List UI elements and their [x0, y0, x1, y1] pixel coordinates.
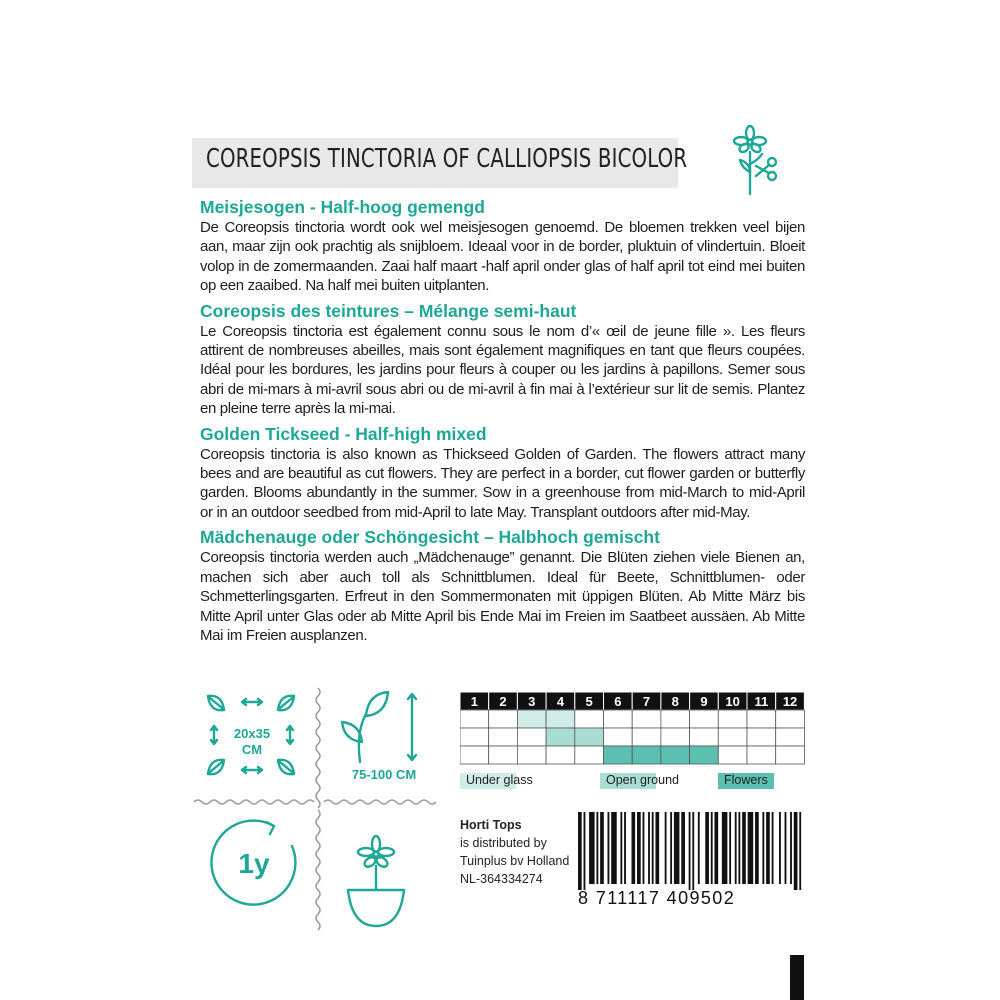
- section-dutch: [200, 196, 805, 296]
- calendar-month-label: 1: [470, 694, 478, 709]
- calendar-cell-filled: [546, 710, 575, 728]
- leaf-icon: [208, 696, 224, 710]
- barcode-bar: [742, 812, 746, 884]
- seedling-leaf-icon: [366, 692, 388, 716]
- barcode-bar: [714, 812, 718, 884]
- sowing-calendar: [460, 692, 805, 772]
- icon-grid: [190, 684, 445, 944]
- barcode-bar: [596, 812, 598, 884]
- distributor-line: NL-364334274: [460, 872, 543, 886]
- barcode-bar: [681, 812, 685, 884]
- divider-wavy-horizontal-right: [324, 800, 436, 804]
- lifecycle-label: 1y: [238, 848, 270, 879]
- calendar-cell-filled: [604, 746, 633, 764]
- calendar-cell: [718, 746, 747, 764]
- calendar-cell: [747, 710, 776, 728]
- calendar-cell-filled: [546, 728, 575, 746]
- barcode-bar: [655, 812, 659, 884]
- section-heading: Mädchenauge oder Schöngesicht – Halbhoch gemischt: [200, 527, 660, 548]
- calendar-cell: [690, 728, 719, 746]
- barcode-bar: [779, 812, 781, 884]
- barcode-bar: [620, 812, 622, 884]
- barcode-bar: [772, 812, 774, 884]
- distributor-line: Tuinplus bv Holland: [460, 854, 570, 868]
- section-heading: Coreopsis des teintures – Mélange semi-haut: [200, 300, 577, 321]
- calendar-month-label: 6: [614, 694, 622, 709]
- calendar-month-label: 3: [528, 694, 536, 709]
- barcode-bar: [799, 812, 801, 890]
- barcode-bar: [589, 812, 595, 884]
- barcode-bar: [705, 812, 709, 884]
- barcode-bar: [722, 812, 728, 884]
- barcode-bar: [665, 812, 667, 884]
- legend-label: Flowers: [724, 773, 768, 787]
- barcode: [578, 812, 803, 890]
- calendar-cell: [460, 710, 489, 728]
- calendar-cell: [718, 710, 747, 728]
- calendar-cell: [575, 710, 604, 728]
- barcode-bar: [637, 812, 641, 884]
- calendar-cell: [690, 710, 719, 728]
- barcode-bar: [735, 812, 737, 884]
- calendar-month-label: 9: [700, 694, 708, 709]
- flower-pot-icon: [348, 890, 404, 926]
- barcode-bar: [698, 812, 700, 884]
- barcode-bar: [748, 812, 754, 884]
- product-title: COREOPSIS TINCTORIA OF CALLIOPSIS BICOLOR: [206, 144, 688, 174]
- calendar-cell: [661, 728, 690, 746]
- calendar-month-label: 4: [556, 694, 565, 709]
- arrow-vertical-icon: [211, 726, 217, 744]
- barcode-bar: [762, 812, 764, 884]
- height-arrow-icon: [408, 694, 416, 760]
- section-french: [200, 300, 805, 419]
- calendar-cell: [460, 728, 489, 746]
- calendar-cell: [604, 728, 633, 746]
- calendar-cell: [661, 710, 690, 728]
- height-label: 75-100 CM: [351, 767, 417, 782]
- distributor-info: [460, 816, 569, 888]
- title-banner: [192, 138, 688, 188]
- calendar-cell-filled: [661, 746, 690, 764]
- section-body: Coreopsis tinctoria werden auch „Mädchenauge” genannt. Die Blüten ziehen viele Bienen an, machen sich aber auch toll als Schnittblumen. Ideal für Beete, Schnittblumen- oder Schmetterlingsgarten. Erfreut in den Sommermonaten mit üppigen Blüten. Ab Mitte März bis Mitte April unter Glas oder ab Mitte April bis Ende Mai im Freien im Saatbeet aussäen. Ab Mitte Mai im Freien ausplanzen.: [200, 549, 805, 644]
- barcode-bar: [794, 812, 798, 890]
- calendar-cell-filled: [632, 746, 661, 764]
- calendar-cell: [489, 710, 518, 728]
- section-body: Le Coreopsis tinctoria est également connu sous le nom d’« œil de jeune fille ». Les fleurs attirent de nombreuses abeilles, mais sont également magnifiques en tant que fleurs coupées. Idéal pour les bordures, les jardins pour fleurs à couper ou les jardins à papillons. Semer sous abri de mi-mars à mi-avril sous abri ou de mi-avril à fin mai à l’extérieur sur lit de semis. Plantez en pleine terre après la mi-mai.: [200, 322, 805, 418]
- calendar-cell: [489, 728, 518, 746]
- barcode-bar: [692, 812, 694, 890]
- barcode-bar: [600, 812, 604, 884]
- brand-name: Horti Tops: [460, 818, 522, 832]
- barcode-bar: [670, 812, 672, 884]
- calendar-cell: [546, 746, 575, 764]
- calendar-month-label: 2: [499, 694, 507, 709]
- leaf-icon: [278, 696, 294, 710]
- barcode-bar: [711, 812, 713, 884]
- calendar-cell: [604, 710, 633, 728]
- calendar-cell: [718, 728, 747, 746]
- description-content: [200, 196, 805, 649]
- barcode-bar: [648, 812, 650, 884]
- spacing-value: 20x35: [233, 726, 271, 741]
- barcode-bar: [755, 812, 759, 884]
- legend-label: Under glass: [466, 773, 533, 787]
- edge-marker: [790, 955, 804, 1000]
- calendar-cell: [747, 746, 776, 764]
- cut-flower-icon: [728, 124, 788, 199]
- section-heading: Golden Tickseed - Half-high mixed: [200, 423, 487, 444]
- leaf-icon: [278, 760, 294, 774]
- calendar-cell: [517, 746, 546, 764]
- calendar-legend: [460, 772, 800, 790]
- barcode-digits: 8 711117 409502: [578, 888, 736, 908]
- calendar-cell: [489, 746, 518, 764]
- calendar-month-label: 11: [754, 694, 769, 709]
- barcode-bar: [611, 812, 617, 884]
- spacing-label: [222, 726, 282, 758]
- calendar-cell-filled: [575, 728, 604, 746]
- distributor-line: is distributed by: [460, 836, 547, 850]
- barcode-bar: [643, 812, 645, 884]
- arrow-horizontal-icon: [242, 699, 262, 705]
- calendar-cell: [776, 746, 805, 764]
- calendar-cell: [776, 728, 805, 746]
- arrow-vertical-icon: [287, 726, 293, 744]
- barcode-bar: [729, 812, 731, 884]
- calendar-cell-filled: [690, 746, 719, 764]
- spacing-unit: CM: [241, 742, 263, 757]
- divider-wavy-vertical-top: [316, 688, 320, 808]
- barcode-bar: [624, 812, 626, 884]
- section-body: Coreopsis tinctoria is also known as Thickseed Golden of Garden. The flowers attract many bees and are beautiful as cut flowers. They are perfect in a border, cut flower garden or butterfly garden. Blooms abundantly in the summer. Sow in a greenhouse from mid-March to mid-April or in an outdoor seedbed from mid-April to late May. Transplant outdoors after mid-May.: [200, 445, 805, 521]
- legend-label: Open ground: [606, 773, 679, 787]
- calendar-month-label: 8: [671, 694, 679, 709]
- arrow-horizontal-icon: [242, 767, 262, 773]
- section-heading: Meisjesogen - Half-hoog gemengd: [200, 197, 485, 217]
- barcode-bar: [689, 812, 691, 890]
- calendar-cell: [632, 728, 661, 746]
- divider-wavy-vertical-bottom: [316, 810, 320, 930]
- barcode-bar: [608, 812, 610, 884]
- barcode-bar: [766, 812, 770, 884]
- calendar-cell-filled: [517, 710, 546, 728]
- barcode-bar: [738, 812, 740, 884]
- calendar-month-label: 7: [642, 694, 651, 709]
- calendar-month-label: 5: [585, 694, 593, 709]
- leaf-icon: [208, 760, 224, 774]
- calendar-cell: [460, 746, 489, 764]
- barcode-bar: [652, 812, 654, 884]
- barcode-bar: [578, 812, 582, 890]
- barcode-bar: [785, 812, 787, 884]
- section-german: [200, 526, 805, 645]
- barcode-bar: [631, 812, 635, 884]
- divider-wavy-horizontal-left: [194, 800, 314, 804]
- section-english: [200, 423, 805, 523]
- barcode-bar: [584, 812, 586, 890]
- calendar-cell: [575, 746, 604, 764]
- calendar-month-label: 10: [725, 694, 740, 709]
- calendar-cell: [776, 710, 805, 728]
- calendar-month-label: 12: [782, 694, 798, 709]
- calendar-cell: [517, 728, 546, 746]
- barcode-bar: [790, 812, 792, 884]
- calendar-cell: [747, 728, 776, 746]
- calendar-cell: [632, 710, 661, 728]
- section-body: De Coreopsis tinctoria wordt ook wel meisjesogen genoemd. De bloemen trekken veel bijen aan, maar zijn ook prachtig als snijbloem. Ideaal voor in de border, pluktuin of vlindertuin. Bloeit volop in de zomermaanden. Zaai half maart -half april onder glas of half april tot eind mei buiten op een zaaibed. Na half mei buiten uitplanten.: [200, 219, 805, 295]
- barcode-bar: [674, 812, 680, 884]
